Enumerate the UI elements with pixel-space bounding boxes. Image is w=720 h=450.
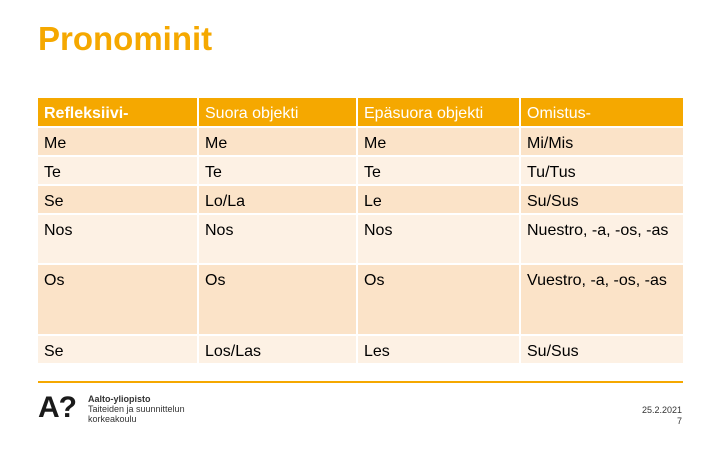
- table-cell: Me: [38, 128, 199, 157]
- logo-line-3: korkeakoulu: [88, 414, 137, 424]
- pronoun-table: [38, 98, 683, 365]
- logo-text: [88, 394, 185, 424]
- table-cell: Te: [38, 157, 199, 186]
- table-header-row: [38, 98, 683, 128]
- table-cell: Lo/La: [199, 186, 358, 215]
- table-cell: Te: [199, 157, 358, 186]
- table-cell: Nuestro, -a, -os, -as: [521, 215, 683, 265]
- table-cell: Os: [358, 265, 521, 336]
- header-cell-direct-object: Suora objekti: [199, 98, 358, 128]
- slide-meta: [642, 405, 682, 427]
- table-cell: Les: [358, 336, 521, 365]
- table-cell: Se: [38, 336, 199, 365]
- table-row: [38, 128, 683, 157]
- logo-line-2: Taiteiden ja suunnittelun: [88, 404, 185, 414]
- table-cell: Me: [199, 128, 358, 157]
- header-cell-possessive: Omistus-: [521, 98, 683, 128]
- table-cell: Nos: [38, 215, 199, 265]
- header-cell-indirect-object: Epäsuora objekti: [358, 98, 521, 128]
- table-row: [38, 215, 683, 265]
- table-cell: Os: [199, 265, 358, 336]
- table-cell: Los/Las: [199, 336, 358, 365]
- table-cell: Su/Sus: [521, 336, 683, 365]
- footer-divider: [38, 381, 683, 383]
- table-cell: Os: [38, 265, 199, 336]
- slide-date: 25.2.2021: [641, 405, 682, 415]
- logo-line-1: Aalto-yliopisto: [88, 394, 151, 404]
- table-row: [38, 336, 683, 365]
- table-row: [38, 265, 683, 336]
- university-logo: [38, 393, 208, 427]
- slide-number: 7: [676, 416, 682, 426]
- table-row: [38, 157, 683, 186]
- table-cell: Mi/Mis: [521, 128, 683, 157]
- table-row: [38, 186, 683, 215]
- table-cell: Tu/Tus: [521, 157, 683, 186]
- table-cell: Nos: [358, 215, 521, 265]
- table-cell: Se: [38, 186, 199, 215]
- logo-mark: A?: [38, 391, 76, 424]
- table-cell: Le: [358, 186, 521, 215]
- header-cell-reflexive: Refleksiivi-: [38, 98, 199, 128]
- table-cell: Te: [358, 157, 521, 186]
- table-cell: Nos: [199, 215, 358, 265]
- slide-title: Pronominit: [38, 20, 213, 57]
- table-cell: Su/Sus: [521, 186, 683, 215]
- table-cell: Me: [358, 128, 521, 157]
- table-cell: Vuestro, -a, -os, -as: [521, 265, 683, 336]
